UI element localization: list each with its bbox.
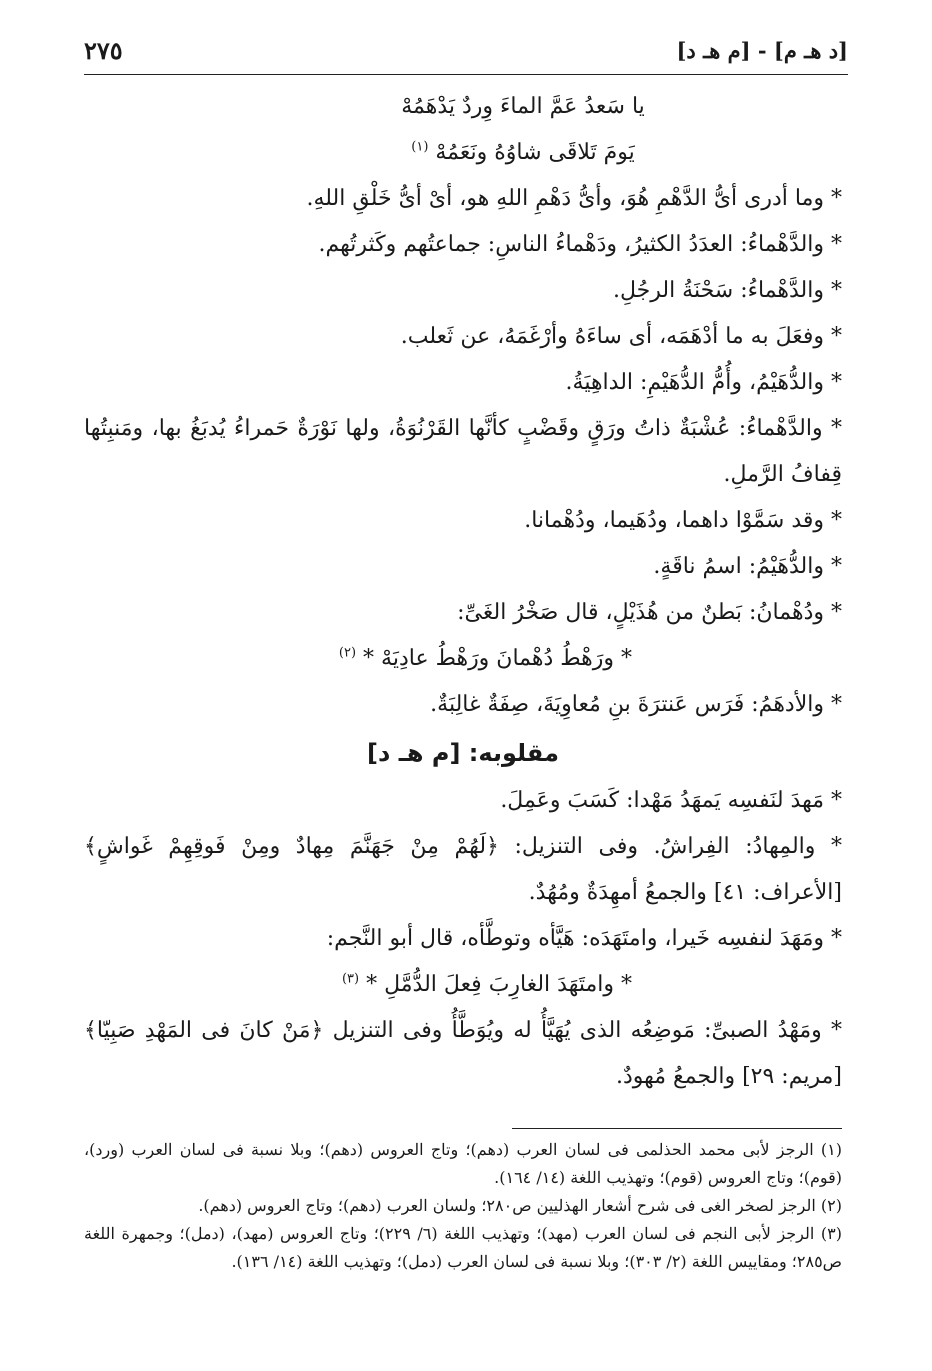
section-title: مقلوبه: [م هـ د] [367,739,559,767]
entry: * والأدهَمُ: فَرَس عَنترَةَ بنِ مُعاوِيَةَ، صِفَةٌ غالِبَةٌ. [430,692,842,717]
entry: * والدُّهَيْمُ، وأُمُّ الدُّهَيْمِ: الداهِيَةُ. [565,370,842,395]
quote-line [84,962,842,1008]
page-header [84,34,848,75]
footnote-ref: (١) [411,139,429,155]
footnote: (٣) الرجز لأبى النجم فى لسان العرب (مهد)؛ وتهذيب اللغة (٦/ ٢٢٩)؛ وتاج العروس (مهد)، (دمل)؛ وجمهرة اللغة ص٢٨٥؛ ومقاييس اللغة (٢/ ٣٠٣)؛ وبلا نسبة فى لسان العرب (دمل)؛ وتهذيب اللغة (١٤/ ١٣٦). [84,1224,842,1271]
entry: * والدَّهْماءُ: عُشْبَةٌ ذاتُ ورَقٍ وقَضْبٍ كأنَّها القَرْنُوَةُ، ولها نَوْرَةٌ حَمراءُ يُدبَغُ بها، ومَنبِتُها قِفافُ الرَّملِ. [84,416,842,487]
entry: * وما أدرى أىُّ الدَّهْمِ هُوَ، وأىُّ دَهْمِ اللهِ هو، أىْ أىُّ خَلْقِ اللهِ. [306,186,842,211]
entry: * ومَهْدُ الصبىِّ: مَوضِعُه الذى يُهَيَّأُ له ويُوَطَّأُ وفى التنزيل ﴿مَنْ كانَ فى المَهْدِ صَبِيّا﴾ [مريم: ٢٩] والجمعُ مُهودٌ. [84,1018,842,1089]
running-head: [د هـ م] - [م هـ د] [676,38,848,63]
footnote: (١) الرجز لأبى محمد الحذلمى فى لسان العرب (دهم)؛ وتاج العروس (دهم)؛ وبلا نسبة فى لسان العرب (ورد)، (قوم)؛ وتاج العروس (قوم)؛ وتهذيب اللغة (١٤/ ١٦٤). [84,1140,842,1187]
entry: * ومَهَدَ لنفسِه خَيرا، وامتَهَدَه: هَيَّأه وتوطَّأه، قال أبو النَّجم: [326,926,842,951]
entry: * والمِهادُ: الفِراشُ. وفى التنزيل: ﴿لَهُمْ مِنْ جَهَنَّمَ مِهادٌ ومِنْ فَوقِهِمْ غَواشٍ﴾ [الأعراف: ٤١] والجمعُ أمهِدَةٌ ومُهُدٌ. [84,834,842,905]
entry: * والدَّهْماءُ: العدَدُ الكثيرُ، ودَهْماءُ الناسِ: جماعتُهم وكَثرتُهم. [318,232,842,257]
entry: * والدَّهْماءُ: سَحْنَةُ الرجُلِ. [612,278,842,303]
footnote-divider [512,1128,842,1129]
quote-text: * ورَهْطُ دُهْمانَ ورَهْطُ عادِيَهْ * [363,646,632,671]
entry: * والدُّهَيْمُ: اسمُ ناقَةٍ. [653,554,842,579]
footnote-ref: (٣) [341,971,360,987]
entry: * وقد سَمَّوْا داهما، ودُهَيما، ودُهْمانا. [524,508,842,533]
quote-line [84,636,842,682]
footnote: (٢) الرجز لصخر الغى فى شرح أشعار الهذليين ص٢٨٠؛ ولسان العرب (دهم)؛ وتاج العروس (دهم). [198,1196,842,1215]
entry: * وفعَلَ به ما أدْهَمَه، أى ساءَهُ وأرْغَمَهُ، عن ثَعلب. [400,324,842,349]
verse-line: يا سَعدُ عَمَّ الماءَ وِردٌ يَدْهَمُهْ [401,94,645,119]
page-body [84,84,842,1100]
entry: * مَهدَ لنَفسِه يَمهَدُ مَهْدا: كَسَبَ وعَمِلَ. [500,788,842,813]
entry: * ودُهْمانُ: بَطنٌ من هُذَيْلٍ، قال صَخْرُ الغَىِّ: [457,600,842,625]
quote-text: * وامتَهَدَ الغارِبَ فِعلَ الدُّمَّلِ * [366,972,632,997]
verse-text: يَومَ تَلاقَى شاوُهُ ونَعَمُهْ [435,140,635,165]
footnotes [84,1136,842,1276]
page-number: ٢٧٥ [84,36,123,65]
footnote-ref: (٢) [338,645,357,661]
verse-line [84,130,842,176]
